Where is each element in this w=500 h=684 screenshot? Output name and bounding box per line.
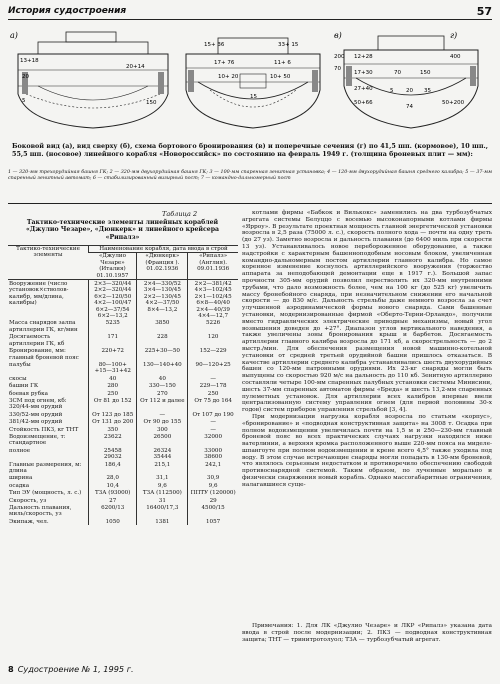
table-cell-value: От 107 до 190 bbox=[188, 411, 238, 418]
table-row bbox=[8, 489, 238, 496]
table-number: Таблица 2 bbox=[162, 210, 198, 218]
table-cell-param: Главные размерения, м: длина bbox=[9, 461, 82, 474]
table-cell-value: 152—229 bbox=[188, 347, 238, 361]
table-cell-value: 5235 bbox=[89, 319, 137, 333]
figure-d-label-6: 400 bbox=[450, 54, 461, 60]
table-cell-value: 16400/17,3 bbox=[137, 504, 188, 518]
table-row bbox=[8, 390, 238, 397]
table-cell-value: 228 bbox=[137, 333, 188, 347]
table-cell-param: Вооружение (число установок×стволов-калибр, мм/длина, калибры) bbox=[9, 281, 69, 307]
figure-midship-section bbox=[178, 24, 328, 138]
table-notes: Примечания: 1. Для ЛК «Джулио Чезаре» и ЛКР «Рипалз» указана дата ввода в строй после модернизации; 2. ПКЗ — подводная конструктивная защита; ТНТ — тринитротолуол; ТЗА — турбозубчатый агрегат. bbox=[242, 623, 492, 643]
figure-c-label: в) bbox=[334, 31, 342, 40]
figure-c-label-2: 5 bbox=[390, 88, 394, 94]
article-paragraph: котлами фирмы «Бабкок и Вилькокс» заменились на два турбозубчатых агрегата системы Белуццо с восемью высоконапорными котлами фирмы «Ярроу». В результате проектная мощность главной энергетической установки возросла в 2,5 раза (75000 л. с.), скорость полного хода — почти на одну треть (до 27 уз). Заметно возросла и дальность плавания (до 6400 миль при скорости 13 уз). Устанавливалось новое перебороженное оборудование, а также надстройки с характерным башенноподобным носовым блоком, увеличенная командно-дальномерным постом артиллерии главного калибра. Но самое коренное изменение коснулось артиллерийского вооружения (торжество аппарата за неподобающей демонтации еще в 1917 г.). Большой запас прочности 305-мм орудий позволил перестволить их 320-мм внутренними трубами, что дало возможность более, чем на 100 кг (до 525 кг) увеличить массу бронебойного снаряда, при незначительном снижении его начальной скорости — до 830 м/с. Дальность стрельбы даже немного возросла за счет улучшенной аэродинамической формы нового снаряда. Сами башенные установки, модернизированные фирмой «Оберто-Терни-Орландо», получили вместо гидравлических электрические приводные механизмы, новый угол возвышения доведен до +27°. Диапазон углов вертикального наведения, а также увеличены зоны бронирования крыш и барбетов. Досягаемость артиллерии главного калибра возросла до 171 кб, а скорострельность — до 2 выстр./мин. Для обеспечения размещения новой машинно-котельной установки от средней третьей орудийной башни пришлось отказаться. В качестве артиллерии среднего калибра устанавливались шесть двухорудийных башен со 120-мм патронными орудиями. Их 23-кг снаряды могли быть выпущены со скоростью 920 м/с на дальность до 110 кб. Зенитную артиллерию составляли четыре 100-мм спаренных палубных установки системы Минисини, шесть 37-мм спаренных автоматов фирмы «Бреда» и шесть 13,2-мм спаренных пулеметных установок. Для артиллерии всех калибров впервые ввели централизованную систему управления огнем (для первой половины 30-х годов) систем приборов управления стрельбой [3, 4]. bbox=[242, 210, 492, 414]
table-cell-value: 27 bbox=[89, 497, 137, 504]
figure-d-label-4: 27+40 bbox=[354, 86, 373, 92]
table-cell-value: 26324 35444 bbox=[137, 447, 188, 461]
figure-c-label-4: 35 bbox=[424, 88, 431, 94]
table-cell-value: — bbox=[188, 418, 238, 425]
table-cell-value: 225+30—50 bbox=[137, 347, 188, 361]
page-number: 57 bbox=[476, 5, 492, 18]
figure-bow-section-drawing bbox=[330, 24, 492, 138]
table-row bbox=[8, 418, 238, 425]
table-cell-value: 130—140+40 bbox=[137, 361, 188, 375]
figure-caption: Боковой вид (а), вид сверху (б), схема бортового бронирования (в) и поперечные сечения (г) по 41,5 шп. (кормовое), 10 шп., 55,5 шп. (носовое) линейного корабля «Новороссийск» по состоянию на февраль 1949 г. (толщина броневых плит — мм): bbox=[12, 142, 488, 159]
table-cell-value: 33000 38600 bbox=[188, 447, 238, 461]
figure-b-label-0: 15+ 36 bbox=[204, 42, 225, 48]
table-cell-value: 250 bbox=[188, 390, 238, 397]
table-cell-param: Дальность плавания, миль/скорость, уз bbox=[9, 505, 72, 518]
table-cell-param: ширина bbox=[9, 475, 33, 482]
table-cell-param: Стойкость ПКЗ, кг ТНТ bbox=[9, 426, 79, 433]
table-head-ship-2: «Дюнкерк» (Франция ). 01.02.1936 bbox=[137, 253, 188, 280]
section-title: История судостроения bbox=[8, 6, 127, 16]
table-cell-value: 30,9 bbox=[188, 474, 238, 481]
table-row bbox=[8, 482, 238, 489]
table-cell-value: 1057 bbox=[188, 518, 238, 525]
table-cell-value: От 112 и далее bbox=[137, 397, 188, 411]
table-cell-value: 250 bbox=[89, 390, 137, 397]
header-rule bbox=[8, 19, 492, 20]
table-row bbox=[8, 504, 238, 518]
figure-midship-section-drawing bbox=[178, 24, 328, 138]
table-cell-value: 80—100+ +15—31+42 bbox=[89, 361, 137, 375]
table-head-ship-3: «Рипалз» (Англия). 09.01.1936 bbox=[188, 253, 238, 280]
table-cell-value: 1381 bbox=[137, 518, 188, 525]
table-cell-value: От 81 до 152 bbox=[89, 397, 137, 411]
figure-bow-section bbox=[330, 24, 492, 138]
table-cell-value: От 75 до 164 bbox=[188, 397, 238, 411]
table-cell-value: 3850 bbox=[137, 319, 188, 333]
table-cell-value: 280 bbox=[89, 382, 137, 389]
table-cell-param: Досягаемость артиллерии ГК, кб bbox=[9, 334, 65, 347]
table-cell-value: 23622 bbox=[89, 433, 137, 447]
table-cell-value: — bbox=[188, 375, 238, 382]
figure-d-label: г) bbox=[450, 31, 458, 40]
article-paragraph: При модернизации нагрузка корабля возросла по статьям «корпус», «бронирование» и «подводная конструктивная защита» на 3008 т. Осадка при полном водоизмещении увеличилась почти на 1,5 м и 250—230-мм главный броневой пояс во всех практических случаях нагрузки находился ниже ватерлинии, а верхняя кромка расположенного выше 220-мм пояса на миделе-шпангоуте при полном водоизмещении и крене всего 4,5° также уходила под воду. В этом случае встречающие снаряды могли попадать в 130-мм броневой, что являлось серьезным недостатком и противоречило обеспечению свободой противоснарядной системой. Таким образом, по лученные морально и физически снаряжения новый корабль. Однако массогабаритные ограничения, налагавшиеся суще- bbox=[242, 413, 492, 488]
table-cell-param: ЗСМ под огнем, кб: 320/44-мм орудий bbox=[9, 397, 67, 411]
table-row bbox=[8, 347, 238, 361]
table-cell-value: 9,6 bbox=[188, 482, 238, 489]
table-head-params: Тактико-технические элементы bbox=[8, 246, 89, 280]
table-cell-value: От 90 до 155 bbox=[137, 418, 188, 425]
table-cell-param: палубы bbox=[9, 361, 31, 368]
figure-a-label: а) bbox=[10, 31, 18, 40]
figure-b-label-2: 17+ 76 bbox=[214, 60, 235, 66]
table-cell-value: 31,1 bbox=[137, 474, 188, 481]
table-cell-value: 220+72 bbox=[89, 347, 137, 361]
figure-b-label-3: 11+ 6 bbox=[274, 60, 291, 66]
figure-e-label-4: 150 bbox=[146, 100, 157, 106]
table-cell-value: 26500 bbox=[137, 433, 188, 447]
table-cell-param: Тип ЭУ (мощность, л. с.) bbox=[9, 490, 82, 497]
table-cell-value: 171 bbox=[89, 333, 137, 347]
table-cell-value: 40 bbox=[89, 375, 137, 382]
table-row bbox=[8, 411, 238, 418]
table-cell-value: 31 bbox=[137, 497, 188, 504]
table-cell-value: 29 bbox=[188, 497, 238, 504]
table-row bbox=[8, 361, 238, 375]
figure-c-label-0: 70 bbox=[394, 70, 401, 76]
page-header bbox=[8, 6, 492, 20]
table-cell-param: Скорость, уз bbox=[9, 497, 47, 504]
table-cell-value: 9,6 bbox=[137, 482, 188, 489]
figure-side-view bbox=[8, 24, 178, 138]
table-cell-value: 270 bbox=[137, 390, 188, 397]
table-cell-value: 4500/15 bbox=[188, 504, 238, 518]
table-cell-value: 90—120+25 bbox=[188, 361, 238, 375]
table-cell-param: осадка bbox=[9, 482, 30, 489]
figure-e-label-1: 20 bbox=[22, 74, 29, 80]
table-head-ship-1: «Джулио Чезаре» (Италия) 01.10.1957 bbox=[89, 253, 137, 280]
table-row bbox=[8, 518, 238, 525]
table-row bbox=[8, 382, 238, 389]
figure-e-label-0: 13+18 bbox=[20, 58, 39, 64]
table-cell-value: 215,1 bbox=[137, 461, 188, 475]
table-cell-param: башни ГК bbox=[9, 383, 39, 390]
table-row bbox=[8, 447, 238, 461]
figure-d-label-5: 50+66 bbox=[354, 100, 373, 106]
table-cell-value: — bbox=[188, 426, 238, 433]
table-cell-value: — bbox=[137, 411, 188, 418]
table-row bbox=[8, 375, 238, 382]
table-body bbox=[8, 280, 238, 526]
table-cell-value: 242,1 bbox=[188, 461, 238, 475]
table-title: Тактико-технические элементы линейных кораблей «Джулио Чезаре», «Дюнкерк» и линейного крейсера «Рипалз» bbox=[25, 219, 220, 241]
figure-e-label-2: 5 bbox=[22, 98, 26, 104]
table-row bbox=[8, 280, 238, 320]
figure-b-label-4: 10+ 20 bbox=[218, 74, 239, 80]
table-cell-value: От 131 до 200 bbox=[89, 418, 137, 425]
table-cell-param: Водоизмещение, т: стандартное bbox=[9, 433, 66, 447]
table-cell-param: 330/52-мм орудий bbox=[9, 411, 63, 418]
figure-c-label-1: 150 bbox=[420, 70, 431, 76]
table-cell-param: Экипаж, чел. bbox=[9, 518, 49, 525]
table-head-group: Наименование корабля, дата ввода в строй bbox=[89, 246, 239, 253]
table-row bbox=[8, 433, 238, 447]
figure-b-label-6: 15 bbox=[250, 94, 257, 100]
table-cell-value: 32000 bbox=[188, 433, 238, 447]
table-row bbox=[8, 319, 238, 333]
table-cell-value: 2×4—330/52 3×4—130/45 2×2—130/45 4×2—37/50 8×4—13,2 bbox=[137, 280, 188, 320]
table-cell-value: ТЗА (93000) bbox=[89, 489, 137, 496]
table-cell-value: 28,0 bbox=[89, 474, 137, 481]
table-cell-value: 10,4 bbox=[89, 482, 137, 489]
article-body bbox=[242, 210, 492, 489]
table-row bbox=[8, 497, 238, 504]
table-cell-value: 186,4 bbox=[89, 461, 137, 475]
section-rule bbox=[8, 203, 492, 204]
page-footer bbox=[8, 664, 134, 674]
figure-d-label-0: 200 bbox=[334, 54, 345, 60]
table-cell-param: Масса снарядов залпа артиллерии ГК, кг/мин bbox=[9, 320, 78, 333]
table-cell-value: 120 bbox=[188, 333, 238, 347]
table-cell-value: 330—150 bbox=[137, 382, 188, 389]
figure-c-label-5: 74 bbox=[406, 104, 413, 110]
figure-d-label-7: 50+200 bbox=[442, 100, 465, 106]
table-cell-value: 40 bbox=[137, 375, 188, 382]
table-cell-value: ППТУ (120000) bbox=[188, 489, 238, 496]
table-cell-param: боевая рубка bbox=[9, 390, 48, 397]
table-cell-value: 350 bbox=[89, 426, 137, 433]
footer-journal: Судостроение № 1, 1995 г. bbox=[17, 664, 134, 674]
footer-page-number: 8 bbox=[8, 664, 14, 674]
figure-e-label-3: 20+14 bbox=[126, 64, 145, 70]
figure-c-label-3: 20 bbox=[406, 88, 413, 94]
specs-table bbox=[8, 245, 238, 525]
table-cell-param: полное bbox=[9, 447, 31, 454]
table-row bbox=[8, 333, 238, 347]
table-row bbox=[8, 474, 238, 481]
table-row bbox=[8, 461, 238, 475]
table-cell-value: 6200/13 bbox=[89, 504, 137, 518]
table-cell-value: 25458 29032 bbox=[89, 447, 137, 461]
table-cell-value: 300 bbox=[137, 426, 188, 433]
table-row bbox=[8, 397, 238, 411]
figure-b-label-1: 33+ 15 bbox=[278, 42, 299, 48]
table-cell-value: 5226 bbox=[188, 319, 238, 333]
table-cell-param: 381/42-мм орудий bbox=[9, 419, 63, 426]
table-row bbox=[8, 426, 238, 433]
figure-legend: 1 — 320-мм трехорудийная башня ГК; 2 — 320-мм двухорудийная башня ГК; 3 — 100-мм спаренная зенитная установка; 4 — 120-мм двухорудийная башня среднего калибра; 5 — 37-мм спаренный зенитный автомат; 6 — стабилизированный визирный пост; 7 — командно-дальномерный пост bbox=[8, 170, 492, 182]
table-cell-param: Бронирование, мм: главный броневой пояс bbox=[9, 348, 79, 361]
table-cell-value: 229—178 bbox=[188, 382, 238, 389]
table-cell-value: 2×3—320/44 2×2—320/44 6×2—120/50 4×2—100/47 6×2—37/54 6×2—13,2 bbox=[89, 280, 137, 320]
figure-side-view-drawing bbox=[8, 24, 178, 138]
table-cell-value: 1050 bbox=[89, 518, 137, 525]
table-cell-value: 2×2—381/42 4×3—102/45 2×1—102/45 6×8—40/40 2×4—40/39 4×4—12,7 bbox=[188, 280, 238, 320]
figure-d-label-3: 17+30 bbox=[354, 70, 373, 76]
table-cell-value: От 123 до 185 bbox=[89, 411, 137, 418]
figure-d-label-1: 70 bbox=[334, 66, 341, 72]
figure-d-label-2: 12+28 bbox=[354, 54, 373, 60]
table-cell-param: скосы bbox=[9, 375, 27, 382]
figure-b-label-5: 10+ 50 bbox=[270, 74, 291, 80]
table-cell-value: ТЗА (112500) bbox=[137, 489, 188, 496]
